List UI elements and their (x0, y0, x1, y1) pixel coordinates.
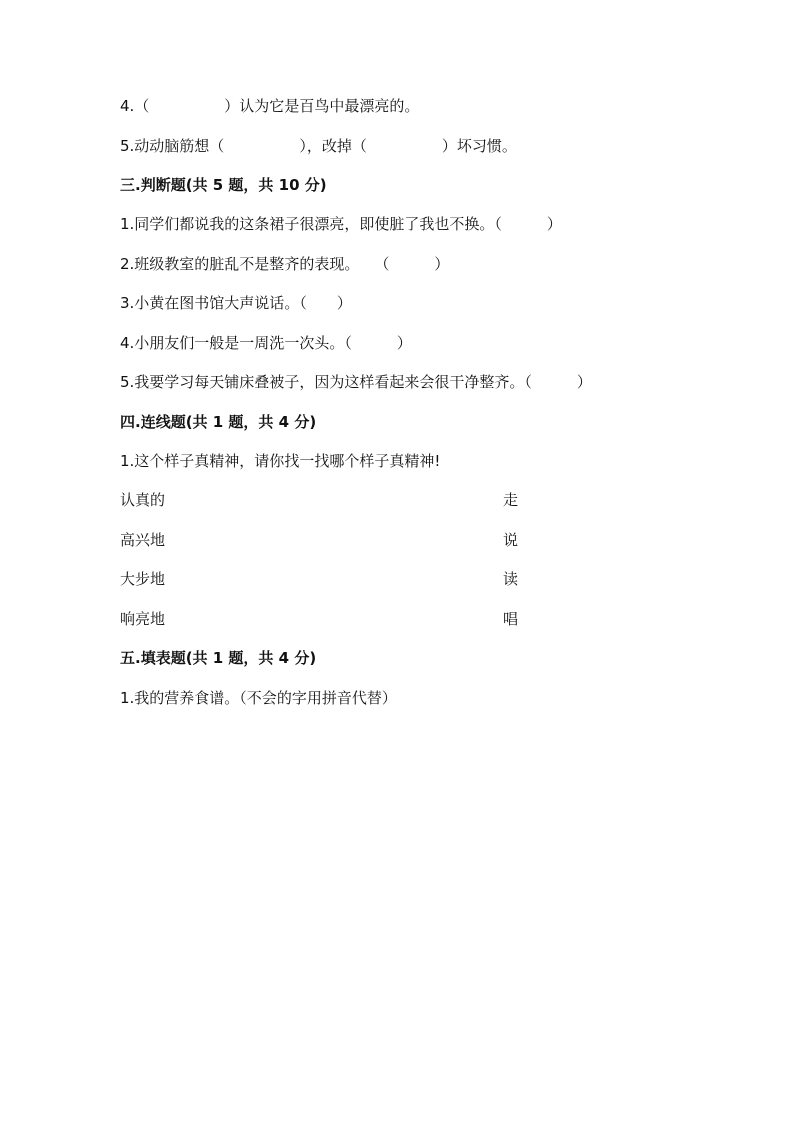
matching-right-item: 读 (503, 570, 519, 588)
matching-left-item: 响亮地 (120, 610, 166, 628)
judge-question-2: 2.班级教室的脏乱不是整齐的表现。 （ ） (120, 255, 450, 273)
matching-right-item: 说 (503, 531, 519, 549)
table-question-1: 1.我的营养食谱。（不会的字用拼音代替） (120, 689, 397, 707)
judge-question-4: 4.小朋友们一般是一周洗一次头。（ ） (120, 334, 412, 352)
fill-blank-question-4: 4.（ ）认为它是百鸟中最漂亮的。 (120, 97, 420, 115)
matching-right-item: 唱 (503, 610, 519, 628)
matching-left-item: 大步地 (120, 570, 166, 588)
judge-question-3: 3.小黄在图书馆大声说话。（ ） (120, 294, 352, 312)
fill-blank-question-5: 5.动动脑筋想（ ），改掉（ ）坏习惯。 (120, 137, 517, 155)
section-heading-judgement: 三.判断题(共 5 题，共 10 分) (120, 176, 327, 194)
matching-question-1: 1.这个样子真精神，请你找一找哪个样子真精神! (120, 452, 441, 470)
judge-question-1: 1.同学们都说我的这条裙子很漂亮，即使脏了我也不换。（ ） (120, 215, 562, 233)
matching-left-item: 高兴地 (120, 531, 166, 549)
matching-left-item: 认真的 (120, 491, 166, 509)
matching-right-item: 走 (503, 491, 519, 509)
section-heading-matching: 四.连线题(共 1 题，共 4 分) (120, 413, 317, 431)
section-heading-table: 五.填表题(共 1 题，共 4 分) (120, 649, 317, 667)
judge-question-5: 5.我要学习每天铺床叠被子，因为这样看起来会很干净整齐。（ ） (120, 373, 592, 391)
